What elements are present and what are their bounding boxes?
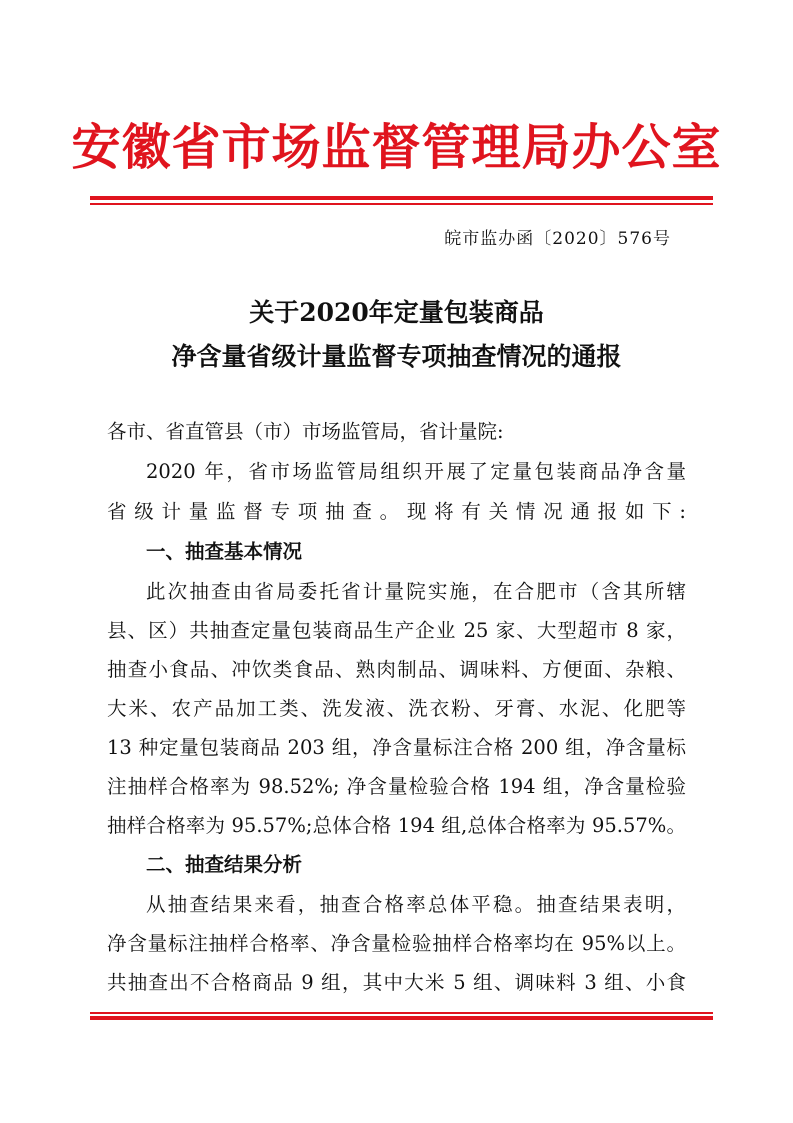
salutation: 各市、省直管县（市）市场监管局，省计量院: <box>107 420 504 443</box>
intro-line: 省级计量监督专项抽查。现将有关情况通报如下: <box>107 500 686 523</box>
body-line: 抽查小食品、冲饮类食品、熟肉制品、调味料、方便面、杂粮、 <box>107 658 686 681</box>
body-line: 抽样合格率为 95.57%;总体合格 194 组,总体合格率为 95.57%。 <box>107 814 686 837</box>
document-title-line-2: 净含量省级计量监督专项抽查情况的通报 <box>171 342 622 371</box>
body-line: 注抽样合格率为 98.52%; 净含量检验合格 194 组，净含量检验 <box>107 775 686 798</box>
body-line: 从抽查结果来看，抽查合格率总体平稳。抽查结果表明， <box>146 893 686 916</box>
body-line: 共抽查出不合格商品 9 组，其中大米 5 组、调味料 3 组、小食 <box>107 971 686 994</box>
footer-rule-thin <box>90 1012 713 1014</box>
organization-name: 安徽省市场监督管理局办公室 <box>71 119 722 176</box>
header-rule-thin <box>90 203 713 205</box>
section-heading-result-analysis: 二、抽查结果分析 <box>146 853 303 876</box>
footer-rule-thick <box>90 1016 713 1020</box>
section-heading-basic-info: 一、抽查基本情况 <box>146 540 303 563</box>
body-line: 净含量标注抽样合格率、净含量检验抽样合格率均在 95%以上。 <box>107 932 686 955</box>
header-rule-thick <box>90 196 713 200</box>
document-title-line-1: 关于2020年定量包装商品 <box>249 298 544 327</box>
body-line: 此次抽查由省局委托省计量院实施，在合肥市（含其所辖 <box>146 580 686 603</box>
body-line: 13 种定量包装商品 203 组，净含量标注合格 200 组，净含量标 <box>107 736 686 759</box>
body-line: 大米、农产品加工类、洗发液、洗衣粉、牙膏、水泥、化肥等 <box>107 697 686 720</box>
intro-line: 2020 年，省市场监管局组织开展了定量包装商品净含量 <box>146 460 686 483</box>
document-number: 皖市监办函〔2020〕576号 <box>444 229 671 249</box>
body-line: 县、区）共抽查定量包装商品生产企业 25 家、大型超市 8 家， <box>107 619 686 642</box>
